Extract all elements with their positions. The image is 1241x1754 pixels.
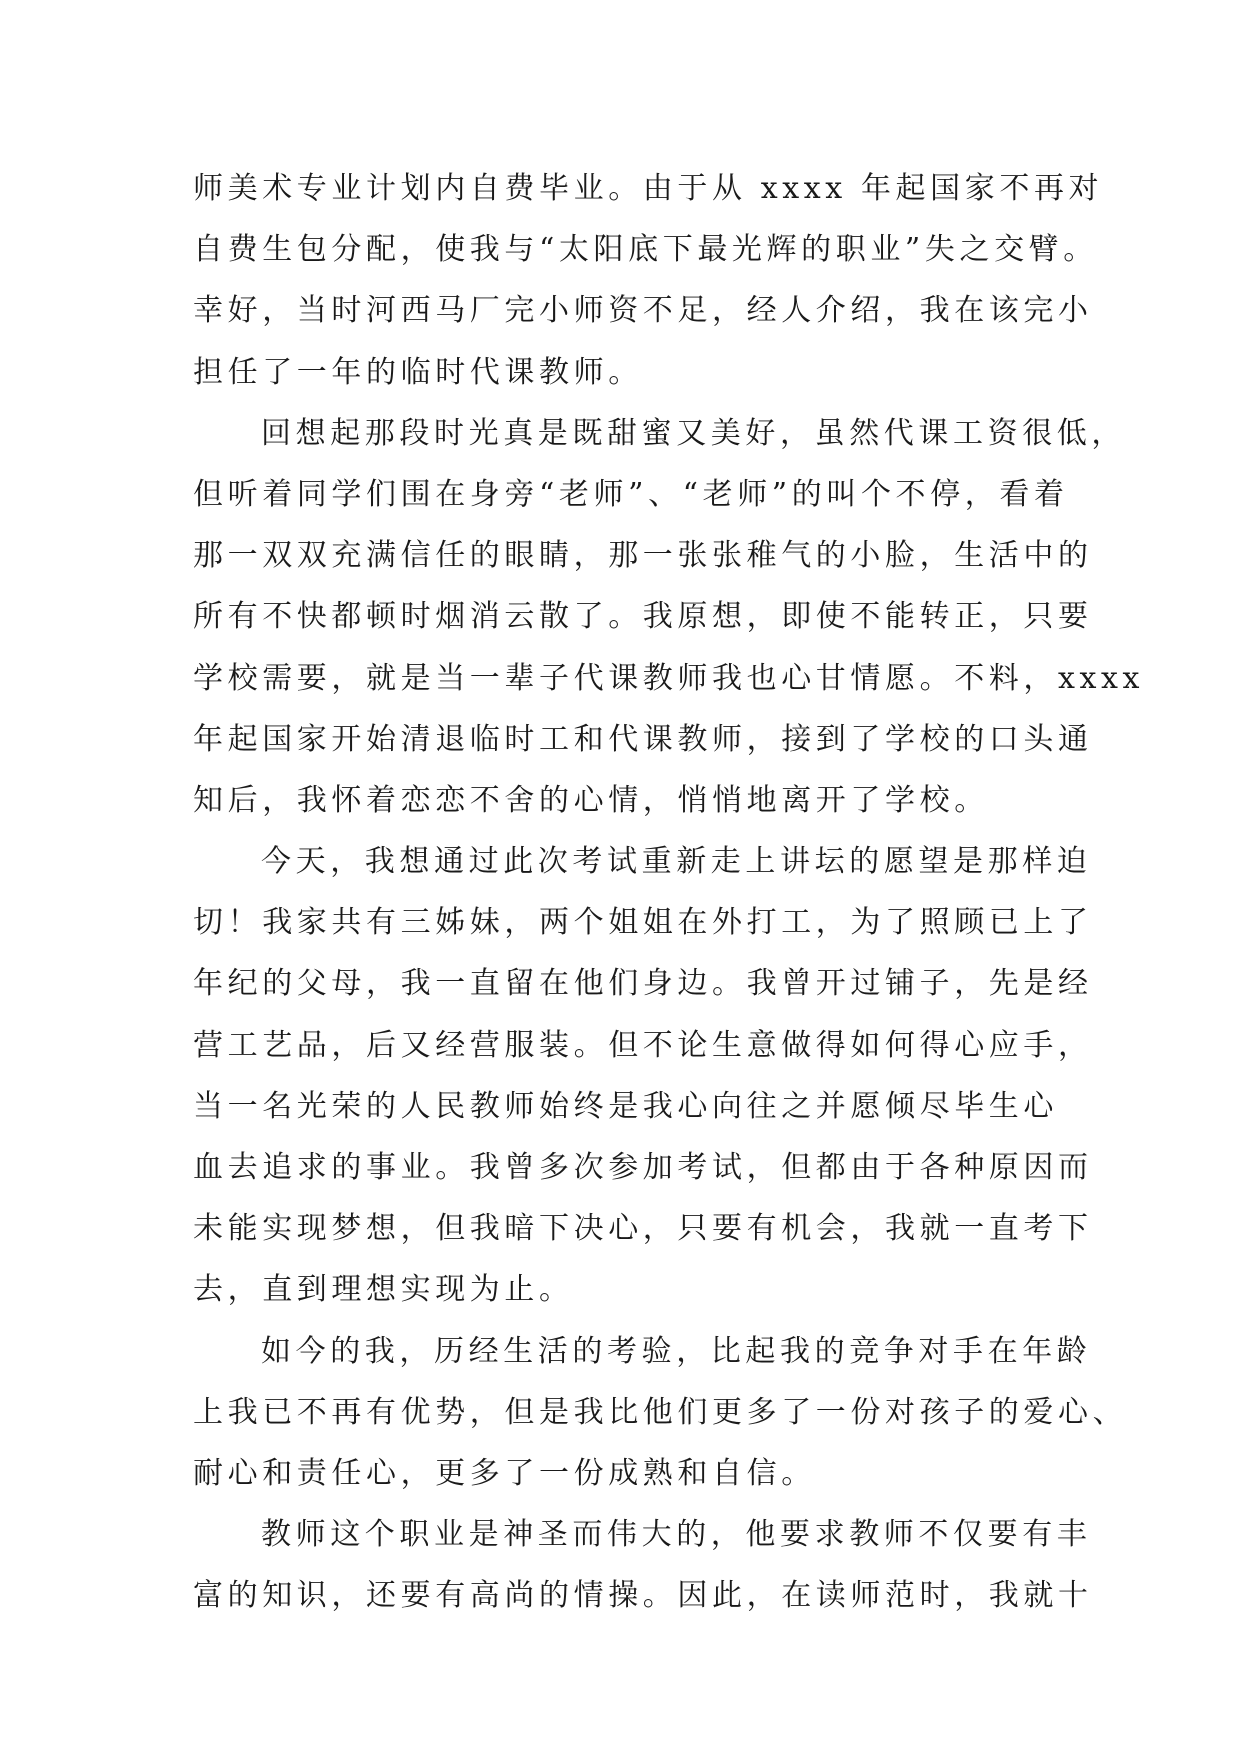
text-line: 所有不快都顿时烟消云散了。我原想，即使不能转正，只要 [193,599,1093,635]
paragraph-first-line: 教师这个职业是神圣而伟大的，他要求教师不仅要有丰 [261,1517,1092,1553]
text-line: 未能实现梦想，但我暗下决心，只要有机会，我就一直考下 [193,1211,1093,1247]
paragraph-first-line: 如今的我，历经生活的考验，比起我的竞争对手在年龄 [261,1333,1092,1369]
paragraph-first-line: 回想起那段时光真是既甜蜜又美好，虽然代课工资很低， [261,415,1126,451]
text-line: 年起国家开始清退临时工和代课教师，接到了学校的口头通 [193,721,1093,757]
paragraph-first-line: 今天，我想通过此次考试重新走上讲坛的愿望是那样迫 [261,844,1092,880]
text-line: 但听着同学们围在身旁“老师”、“老师”的叫个不停，看着 [193,476,1069,512]
text-line: 担任了一年的临时代课教师。 [193,354,643,390]
text-line: 自费生包分配，使我与“太阳底下最光辉的职业”失之交臂。 [193,232,1098,268]
text-line: 那一双双充满信任的眼睛，那一张张稚气的小脸，生活中的 [193,538,1093,574]
text-line: 营工艺品，后又经营服装。但不论生意做得如何得心应手， [193,1027,1093,1063]
text-line: 去，直到理想实现为止。 [193,1272,574,1308]
text-line: 切！我家共有三姊妹，两个姐姐在外打工，为了照顾已上了 [193,905,1093,941]
text-line: 幸好，当时河西马厂完小师资不足，经人介绍，我在该完小 [193,293,1093,329]
text-line: 学校需要，就是当一辈子代课教师我也心甘情愿。不料，xxxx [193,660,1145,696]
text-line: 年纪的父母，我一直留在他们身边。我曾开过铺子，先是经 [193,966,1093,1002]
text-line: 师美术专业计划内自费毕业。由于从 xxxx 年起国家不再对 [193,171,1104,206]
text-line: 血去追求的事业。我曾多次参加考试，但都由于各种原因而 [193,1150,1093,1185]
text-line: 知后，我怀着恋恋不舍的心情，悄悄地离开了学校。 [193,782,989,818]
text-line: 上我已不再有优势，但是我比他们更多了一份对孩子的爱心、 [193,1394,1128,1430]
text-line: 富的知识，还要有高尚的情操。因此，在读师范时，我就十 [193,1578,1093,1614]
text-line: 当一名光荣的人民教师始终是我心向往之并愿倾尽毕生心 [193,1088,1058,1124]
text-line: 耐心和责任心，更多了一份成熟和自信。 [193,1455,816,1491]
document-body [193,158,1145,1627]
